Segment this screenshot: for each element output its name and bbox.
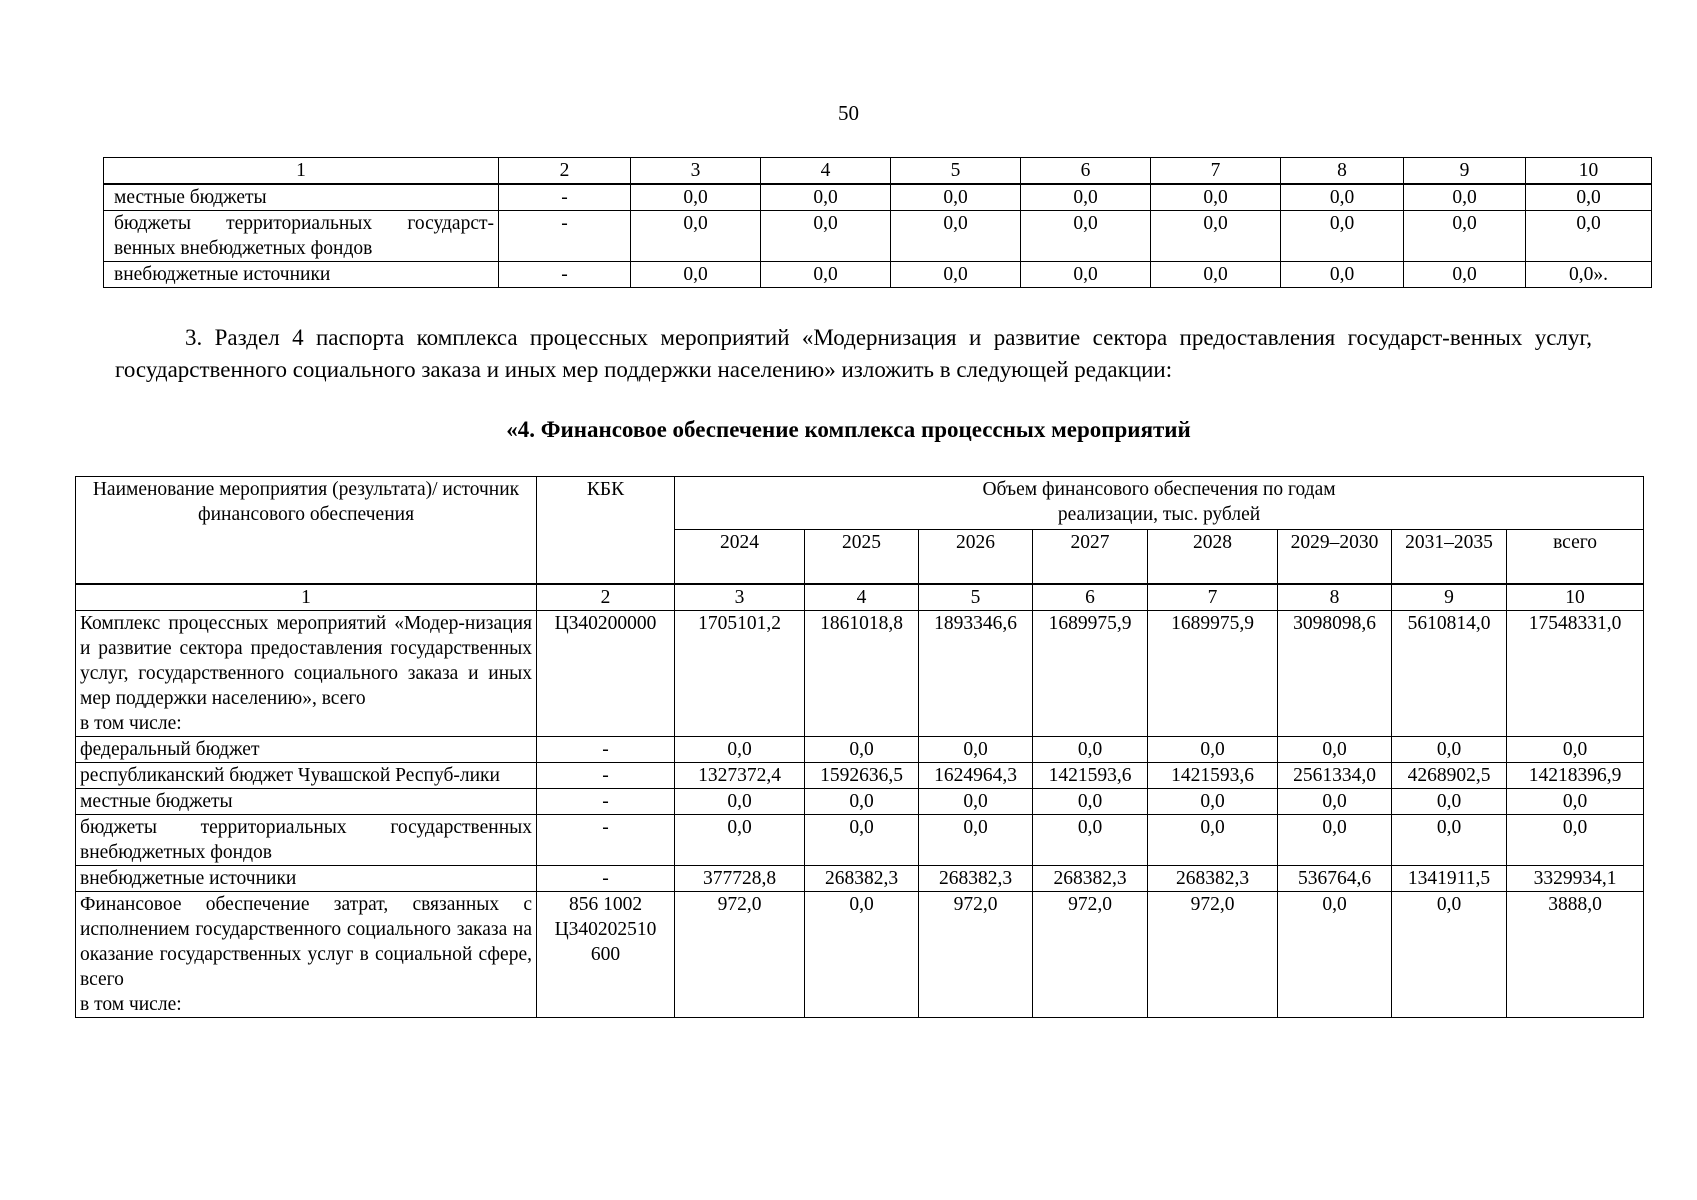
item-name-text: Комплекс процессных мероприятий «Модер-низация и развитие сектора предоставления государственных услуг, государственного социального заказа и иных мер поддержки населению», всего [80,613,532,709]
item-name-text: республиканский бюджет Чувашской Респуб-лики [80,765,500,786]
value-cell: 0,0 [1148,737,1278,763]
value-cell: 268382,3 [1148,866,1278,892]
value-cell: 0,0 [1281,262,1404,288]
value-cell: 0,0 [1278,815,1392,866]
value-cell: 972,0 [919,892,1033,1018]
value-cell: 0,0 [1404,211,1526,262]
continuation-header-row [104,158,1652,185]
kbk-cell: - [537,789,675,815]
value-cell: 972,0 [675,892,805,1018]
page-number: 50 [838,101,859,125]
value-cell: 1705101,2 [675,611,805,737]
value-cell: 3888,0 [1507,892,1644,1018]
value-cell: 1624964,3 [919,763,1033,789]
value-cell: 0,0 [1033,737,1148,763]
column-number-cell: 6 [1033,584,1148,611]
column-number-cell: 4 [805,584,919,611]
financing-table [75,476,1644,1018]
value-cell: 0,0 [631,184,761,211]
value-cell: 0,0 [761,211,891,262]
value-cell: 0,0 [1404,184,1526,211]
value-cell: 1341911,5 [1392,866,1507,892]
table-row [76,815,1644,866]
value-cell: 0,0 [1148,815,1278,866]
value-cell: 1689975,9 [1148,611,1278,737]
value-cell: 0,0 [675,737,805,763]
column-number-cell: 5 [891,158,1021,185]
item-name-cell [76,892,537,1018]
value-cell: 1861018,8 [805,611,919,737]
value-cell: 0,0 [761,184,891,211]
item-name-cell [76,737,537,763]
year-header-cell: 2027 [1033,530,1148,584]
value-cell: 1421593,6 [1033,763,1148,789]
value-cell: 17548331,0 [1507,611,1644,737]
value-cell: 0,0 [1021,184,1151,211]
item-name-text: федеральный бюджет [80,739,260,760]
table-row [76,737,1644,763]
column-number-cell: 4 [761,158,891,185]
table-row [76,611,1644,737]
column-number-cell: 1 [76,584,537,611]
value-cell: 0,0 [891,262,1021,288]
header-name-cell: Наименование мероприятия (результата)/ источник финансового обеспечения [76,477,537,585]
item-name-cell [76,815,537,866]
value-cell: 1592636,5 [805,763,919,789]
value-cell: 972,0 [1148,892,1278,1018]
continuation-table [103,157,1652,288]
continuation-row [104,262,1652,288]
year-header-cell: 2026 [919,530,1033,584]
value-cell: 0,0 [1278,789,1392,815]
value-cell: 0,0 [631,211,761,262]
item-name-cell [76,789,537,815]
value-cell: 0,0 [805,815,919,866]
value-cell: 1689975,9 [1033,611,1148,737]
column-number-cell: 2 [499,158,631,185]
value-cell: 0,0 [1392,815,1507,866]
year-header-cell: 2024 [675,530,805,584]
value-cell: 0,0 [1507,815,1644,866]
item-name-cell [76,763,537,789]
value-cell: 0,0 [1507,789,1644,815]
value-cell: 0,0 [1281,211,1404,262]
value-cell: 0,0 [675,815,805,866]
column-number-cell: 3 [631,158,761,185]
table-row [76,892,1644,1018]
value-cell: 0,0 [919,737,1033,763]
item-name-text: местные бюджеты [80,791,233,812]
year-header-cell: всего [1507,530,1644,584]
value-cell: 0,0 [1392,789,1507,815]
year-header-cell: 2028 [1148,530,1278,584]
value-cell: 0,0 [1021,262,1151,288]
value-cell: 0,0 [1526,184,1652,211]
paragraph-item-3: 3. Раздел 4 паспорта комплекса процессных мероприятий «Модернизация и развитие сектора предоставления государст-венных услуг, государственного социального заказа и иных мер поддержки населению» изложить в следующей редакции: [115,325,1592,382]
item-name-text: Финансовое обеспечение затрат, связанных с исполнением государственного социального заказа на оказание государственных услуг в социальной сфере, всего [80,894,532,990]
value-cell: 0,0 [805,892,919,1018]
value-cell: 0,0». [1526,262,1652,288]
value-cell: 268382,3 [805,866,919,892]
value-cell: 0,0 [631,262,761,288]
year-header-cell: 2031–2035 [1392,530,1507,584]
header-volume-cell [675,477,1644,530]
kbk-cell: - [499,211,631,262]
column-number-cell: 2 [537,584,675,611]
value-cell: 0,0 [1151,184,1281,211]
value-cell: 0,0 [1151,211,1281,262]
table-row [76,866,1644,892]
column-number-cell: 7 [1148,584,1278,611]
item-name-text: бюджеты территориальных государственных внебюджетных фондов [80,817,532,863]
value-cell: 0,0 [805,737,919,763]
continuation-row [104,184,1652,211]
kbk-cell: - [499,262,631,288]
column-numbers-row [76,584,1644,611]
value-cell: 0,0 [1281,184,1404,211]
kbk-cell: - [537,815,675,866]
column-number-cell: 9 [1392,584,1507,611]
column-number-cell: 9 [1404,158,1526,185]
column-number-cell: 1 [104,158,499,185]
value-cell: 0,0 [1148,789,1278,815]
value-cell: 0,0 [1278,892,1392,1018]
value-cell: 14218396,9 [1507,763,1644,789]
column-number-cell: 6 [1021,158,1151,185]
column-number-cell: 3 [675,584,805,611]
table-row [76,763,1644,789]
value-cell: 4268902,5 [1392,763,1507,789]
value-cell: 0,0 [1021,211,1151,262]
value-cell: 0,0 [805,789,919,815]
item-subtext: в том числе: [80,713,182,734]
column-number-cell: 5 [919,584,1033,611]
value-cell: 1327372,4 [675,763,805,789]
value-cell: 972,0 [1033,892,1148,1018]
year-header-cell: 2025 [805,530,919,584]
continuation-row [104,211,1652,262]
kbk-cell: - [499,184,631,211]
value-cell: 536764,6 [1278,866,1392,892]
value-cell: 0,0 [1526,211,1652,262]
value-cell: 0,0 [891,211,1021,262]
kbk-cell: - [537,737,675,763]
item-name-cell [76,611,537,737]
value-cell: 268382,3 [1033,866,1148,892]
section-heading: «4. Финансовое обеспечение комплекса процессных мероприятий [506,417,1191,442]
value-cell: 377728,8 [675,866,805,892]
value-cell: 0,0 [675,789,805,815]
value-cell: 0,0 [891,184,1021,211]
header-row [76,477,1644,530]
value-cell: 0,0 [919,789,1033,815]
source-name-cell: местные бюджеты [104,184,499,211]
kbk-cell: - [537,763,675,789]
header-kbk-cell: КБК [537,477,675,585]
value-cell: 0,0 [1278,737,1392,763]
column-number-cell: 8 [1278,584,1392,611]
source-name-cell: бюджеты территориальных государст-венных внебюджетных фондов [104,211,499,262]
value-cell: 3329934,1 [1507,866,1644,892]
year-header-cell: 2029–2030 [1278,530,1392,584]
item-name-text: внебюджетные источники [80,868,297,889]
value-cell: 2561334,0 [1278,763,1392,789]
value-cell: 0,0 [1033,815,1148,866]
value-cell: 1893346,6 [919,611,1033,737]
value-cell: 268382,3 [919,866,1033,892]
value-cell: 0,0 [1392,737,1507,763]
value-cell: 0,0 [1404,262,1526,288]
column-number-cell: 10 [1507,584,1644,611]
value-cell: 0,0 [1151,262,1281,288]
value-cell: 0,0 [1392,892,1507,1018]
kbk-cell: 856 1002 Ц340202510 600 [537,892,675,1018]
kbk-cell: - [537,866,675,892]
value-cell: 0,0 [761,262,891,288]
item-name-cell [76,866,537,892]
table-row [76,789,1644,815]
item-subtext: в том числе: [80,994,182,1015]
kbk-cell: Ц340200000 [537,611,675,737]
column-number-cell: 10 [1526,158,1652,185]
value-cell: 3098098,6 [1278,611,1392,737]
value-cell: 0,0 [919,815,1033,866]
value-cell: 1421593,6 [1148,763,1278,789]
column-number-cell: 7 [1151,158,1281,185]
value-cell: 0,0 [1033,789,1148,815]
column-number-cell: 8 [1281,158,1404,185]
source-name-cell: внебюджетные источники [104,262,499,288]
header-volume-text: Объем финансового обеспечения по годам реализации, тыс. рублей [982,479,1336,525]
value-cell: 0,0 [1507,737,1644,763]
value-cell: 5610814,0 [1392,611,1507,737]
